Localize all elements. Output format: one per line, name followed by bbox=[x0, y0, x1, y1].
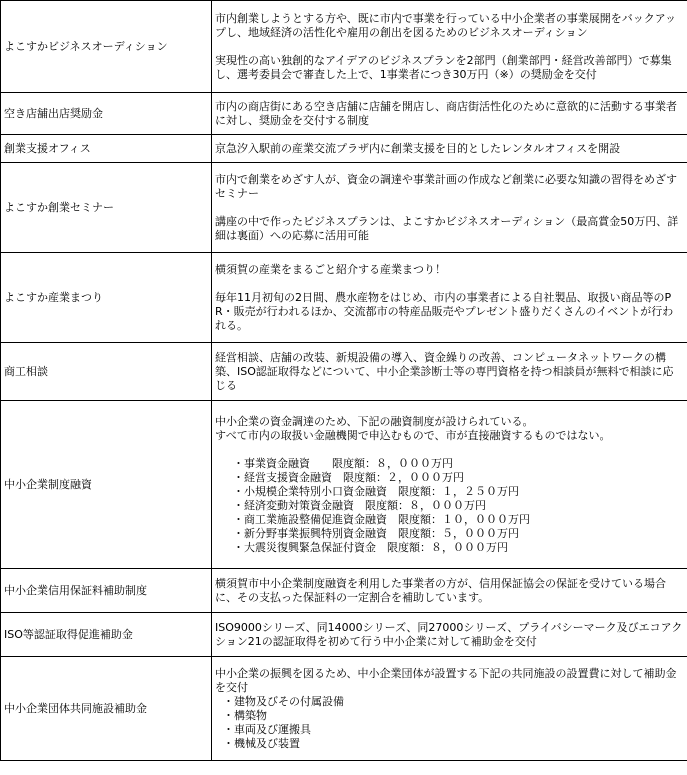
description-text: 経営相談、店舗の改装、新規設備の導入、資金繰りの改善、コンピュータネットワークの構築、ISO認証取得などについて、中小企業診断士等の専門資格を持つ相談員が無料で相談に応じる bbox=[215, 350, 674, 392]
table-row bbox=[1, 657, 687, 761]
program-description bbox=[212, 343, 687, 401]
program-description bbox=[212, 163, 687, 253]
program-name: 商工相談 bbox=[1, 343, 212, 401]
table-row bbox=[1, 253, 687, 343]
loan-list bbox=[215, 457, 684, 555]
table-row bbox=[1, 401, 687, 569]
description-text: 市内創業しようとする方や、既に市内で事業を行っている中小企業者の事業展開をバックアップし、地域経済の活性化や雇用の創出を図るためのビジネスオーディション bbox=[215, 11, 677, 39]
list-item: ・新分野事業振興特別資金融資 限度額：５，０００万円 bbox=[233, 526, 519, 540]
list-item: ・建物及びその付属設備 bbox=[223, 694, 344, 708]
description-text: ISO9000シリーズ、同14000シリーズ、同27000シリーズ、プライバシーマーク及びエコアクション21の認証取得を初めて行う中小企業に対して補助金を交付 bbox=[215, 620, 683, 648]
program-name: よこすか産業まつり bbox=[1, 253, 212, 343]
program-description bbox=[212, 1, 687, 93]
table-row bbox=[1, 1, 687, 93]
list-item: ・車両及び運搬具 bbox=[223, 722, 311, 736]
description-text: すべて市内の取扱い金融機関で申込むもので、市が直接融資するものではない。 bbox=[215, 428, 611, 442]
program-name: よこすかビジネスオーディション bbox=[1, 1, 212, 93]
table-row bbox=[1, 135, 687, 163]
list-item: ・小規模企業特別小口資金融資 限度額：１，２５０万円 bbox=[233, 484, 519, 498]
description-text: 京急汐入駅前の産業交流プラザ内に創業支援を目的としたレンタルオフィスを開設 bbox=[215, 141, 621, 155]
program-description bbox=[212, 401, 687, 569]
program-name: ISO等認証取得促進補助金 bbox=[1, 613, 212, 657]
facility-list bbox=[215, 695, 684, 751]
description-text: 講座の中で作ったビジネスプランは、よこすかビジネスオーディション（最高賞金50万円、詳細は裏面）への応募に活用可能 bbox=[215, 214, 679, 242]
program-name: 中小企業制度融資 bbox=[1, 401, 212, 569]
list-item: ・構築物 bbox=[223, 708, 267, 722]
description-text: 毎年11月初旬の2日間、農水産物をはじめ、市内の事業者による自社製品、取扱い商品等のPR・販売が行われるほか、交流都市の特産品販売やプレゼント盛りだくさんのイベントが行われる。 bbox=[215, 290, 674, 332]
program-description bbox=[212, 135, 687, 163]
description-text: 中小企業の振興を図るため、中小企業団体が設置する下記の共同施設の設置費に対して補助金を交付 bbox=[215, 666, 677, 694]
description-text: 市内の商店街にある空き店舗に店舗を開店し、商店街活性化のために意欲的に活動する事業者に対し、奨励金を交付する制度 bbox=[215, 99, 677, 127]
list-item: ・事業資金融資 限度額：８，０００万円 bbox=[233, 456, 453, 470]
description-text: 市内で創業をめざす人が、資金の調達や事業計画の作成など創業に必要な知識の習得をめざすセミナー bbox=[215, 172, 677, 200]
program-description bbox=[212, 613, 687, 657]
table-row bbox=[1, 613, 687, 657]
program-name: よこすか創業セミナー bbox=[1, 163, 212, 253]
list-item: ・経済変動対策資金融資 限度額：８，０００万円 bbox=[233, 498, 486, 512]
table-row bbox=[1, 163, 687, 253]
program-name: 中小企業信用保証料補助制度 bbox=[1, 569, 212, 613]
program-name: 創業支援オフィス bbox=[1, 135, 212, 163]
program-description bbox=[212, 569, 687, 613]
program-description bbox=[212, 93, 687, 135]
description-text: 中小企業の資金調達のため、下記の融資制度が設けられている。 bbox=[215, 414, 534, 428]
program-name: 中小企業団体共同施設補助金 bbox=[1, 657, 212, 761]
table-row bbox=[1, 569, 687, 613]
program-description bbox=[212, 253, 687, 343]
list-item: ・商工業施設整備促進資金融資 限度額：１０，０００万円 bbox=[233, 512, 530, 526]
description-text: 横須賀の産業をまるごと紹介する産業まつり！ bbox=[215, 262, 446, 276]
program-name: 空き店舗出店奨励金 bbox=[1, 93, 212, 135]
description-text: 横須賀市中小企業制度融資を利用した事業者の方が、信用保証協会の保証を受けている場合に、その支払った保証料の一定割合を補助しています。 bbox=[215, 576, 666, 604]
table-row bbox=[1, 343, 687, 401]
description-text: 実現性の高い独創的なアイデアのビジネスプランを2部門（創業部門・経営改善部門）で募集し、選考委員会で審査した上で、1事業者につき30万円（※）の奨励金を交付 bbox=[215, 53, 672, 81]
list-item: ・経営支援資金融資 限度額：２，０００万円 bbox=[233, 470, 464, 484]
program-description bbox=[212, 657, 687, 761]
list-item: ・機械及び装置 bbox=[223, 736, 300, 750]
table-row bbox=[1, 93, 687, 135]
list-item: ・大震災復興緊急保証付資金 限度額：８，０００万円 bbox=[233, 540, 508, 554]
